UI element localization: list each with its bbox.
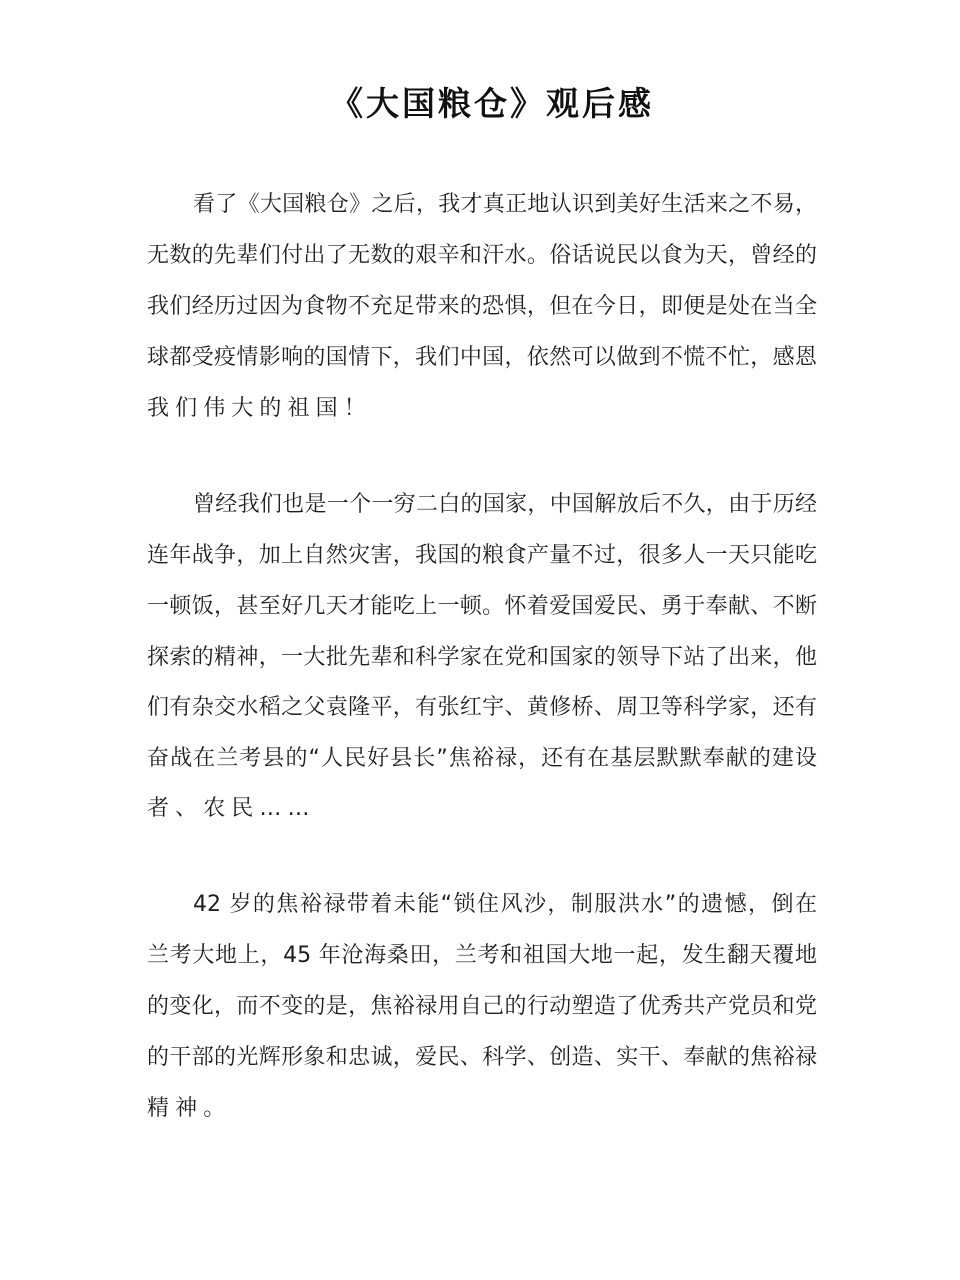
paragraph-line: 精神。 — [147, 1096, 232, 1121]
paragraph-line: 的干部的光辉形象和忠诚，爱民、科学、创造、实干、奉献的焦裕禄 — [147, 1045, 817, 1070]
paragraph-line: 兰考大地上，45 年沧海桑田，兰考和祖国大地一起，发生翻天覆地 — [147, 943, 817, 968]
paragraph-line: 我们经历过因为食物不充足带来的恐惧，但在今日，即便是处在当全 — [147, 294, 817, 319]
paragraph-line: 探索的精神，一大批先辈和科学家在党和国家的领导下站了出来，他 — [147, 645, 817, 670]
paragraph-line: 看了《大国粮仓》之后，我才真正地认识到美好生活来之不易， — [193, 192, 817, 217]
paragraph-line: 奋战在兰考县的“人民好县长”焦裕禄，还有在基层默默奉献的建设 — [147, 746, 817, 771]
paragraph-line: 42 岁的焦裕禄带着未能“锁住风沙，制服洪水”的遗憾，倒在 — [193, 892, 817, 917]
paragraph-line: 者、农民…… — [147, 796, 316, 821]
paragraph-line: 们有杂交水稻之父袁隆平，有张红宇、黄修桥、周卫等科学家，还有 — [147, 695, 817, 720]
paragraph-line: 球都受疫情影响的国情下，我们中国，依然可以做到不慌不忙，感恩 — [147, 345, 817, 370]
paragraph-line: 曾经我们也是一个一穷二白的国家，中国解放后不久，由于历经 — [193, 492, 817, 517]
paragraph-line: 无数的先辈们付出了无数的艰辛和汗水。俗话说民以食为天，曾经的 — [147, 243, 817, 268]
paragraph-line: 我们伟大的祖国！ — [147, 396, 372, 421]
document-title — [0, 78, 960, 130]
title-text: 《大国粮仓》观后感 — [330, 84, 654, 123]
paragraph-line: 的变化，而不变的是，焦裕禄用自己的行动塑造了优秀共产党员和党 — [147, 994, 817, 1019]
paragraph-line: 连年战争，加上自然灾害，我国的粮食产量不过，很多人一天只能吃 — [147, 543, 817, 568]
paragraph-line: 一顿饭，甚至好几天才能吃上一顿。怀着爱国爱民、勇于奉献、不断 — [147, 594, 817, 619]
